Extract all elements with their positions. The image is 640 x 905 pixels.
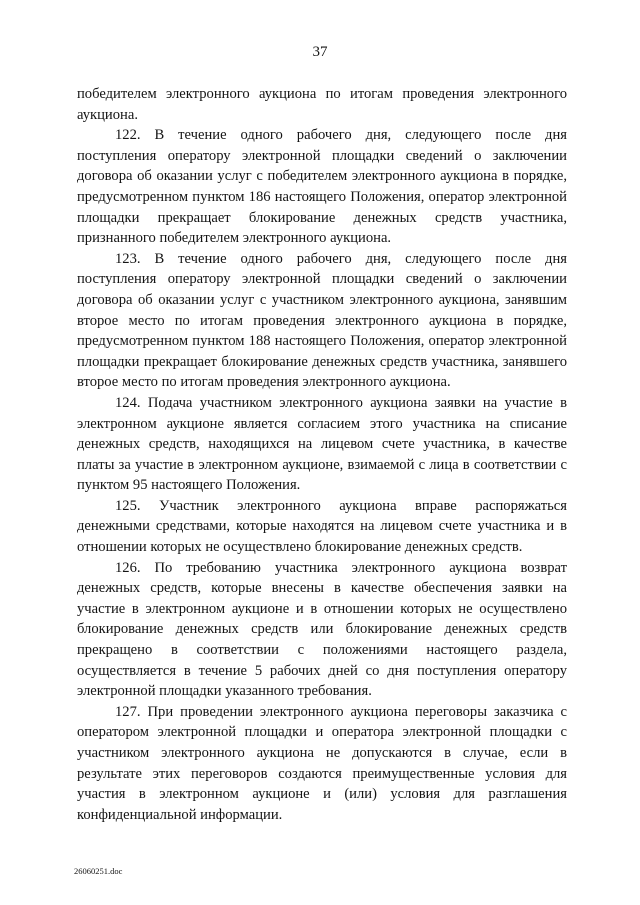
paragraph-continuation: победителем электронного аукциона по итогам проведения электронного аукциона. bbox=[77, 86, 567, 123]
paragraph-123: 123. В течение одного рабочего дня, следующего после дня поступления оператору электронной площадки сведений о заключении договора об оказании услуг с участником электронного аукциона, занявшим второе место по итогам проведения электронного аукциона в порядке, предусмотренном пунктом 188 настоящего Положения, оператор электронной площадки прекращает блокирование денежных средств участника, занявшего второе место по итогам проведения электронного аукциона. bbox=[77, 250, 567, 391]
paragraph-127: 127. При проведении электронного аукциона переговоры заказчика с оператором электронной площадки и оператора электронной площадки с участником электронного аукциона не допускаются в случае, если в результате этих переговоров создаются преимущественные условия для участия в электронном аукционе и (или) условия для разглашения конфиденциальной информации. bbox=[77, 703, 567, 823]
document-body bbox=[77, 84, 567, 825]
paragraph-126: 126. По требованию участника электронного аукциона возврат денежных средств, которые внесены в качестве обеспечения заявки на участие в электронном аукционе и в отношении которых не осуществлено блокирование денежных средств или блокирование денежных средств прекращено в соответствии с положениями настоящего раздела, осуществляется в течение 5 рабочих дней со дня поступления оператору электронной площадки указанного требования. bbox=[77, 559, 567, 700]
paragraph-125: 125. Участник электронного аукциона вправе распоряжаться денежными средствами, которые находятся на лицевом счете участника и в отношении которых не осуществлено блокирование денежных средств. bbox=[77, 497, 567, 556]
page-number: 37 bbox=[312, 44, 328, 60]
paragraph-122: 122. В течение одного рабочего дня, следующего после дня поступления оператору электронной площадки сведений о заключении договора об оказании услуг с победителем электронного аукциона в порядке, предусмотренном пунктом 186 настоящего Положения, оператор электронной площадки прекращает блокирование денежных средств участника, признанного победителем электронного аукциона. bbox=[77, 127, 567, 247]
footer-filename: 26060251.doc bbox=[74, 866, 123, 876]
paragraph-124: 124. Подача участником электронного аукциона заявки на участие в электронном аукционе является согласием этого участника на списание денежных средств, находящихся на лицевом счете участника, в качестве платы за участие в электронном аукционе, взимаемой с лица в соответствии с пунктом 95 настоящего Положения. bbox=[77, 394, 567, 494]
